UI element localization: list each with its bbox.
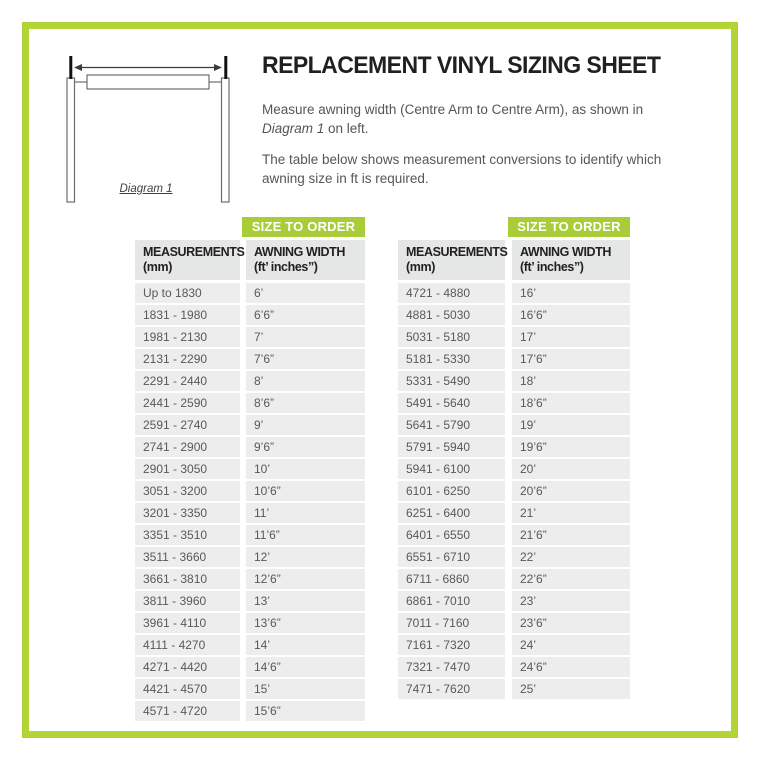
size-to-order-banner: SIZE TO ORDER [508, 217, 630, 237]
diagram-label: Diagram 1 [119, 183, 173, 195]
intro-1-line-2-rest: on left. [324, 121, 369, 136]
intro-2-line-1: The table below shows measurement conversions to identify which [262, 152, 662, 167]
measurement-mm-cell: 3511 - 3660 [135, 547, 240, 567]
arrowhead-right-icon [214, 64, 222, 71]
table-row [135, 393, 365, 413]
page-title: REPLACEMENT VINYL SIZING SHEET [262, 52, 661, 79]
measurement-mm-cell: 5331 - 5490 [398, 371, 505, 391]
measurement-mm-cell: 6861 - 7010 [398, 591, 505, 611]
table-row [135, 701, 365, 721]
measurement-mm-cell: 6101 - 6250 [398, 481, 505, 501]
awning-width-header-line2: (ft’ inches”) [520, 260, 584, 274]
table-rows-left [135, 283, 365, 721]
table-row [398, 437, 630, 457]
awning-width-cell: 12’ [246, 547, 365, 567]
table-row [398, 415, 630, 435]
awning-width-cell: 9’ [246, 415, 365, 435]
awning-width-cell: 25’ [512, 679, 630, 699]
measurement-mm-cell: 3661 - 3810 [135, 569, 240, 589]
measurement-mm-cell: 7471 - 7620 [398, 679, 505, 699]
table-row [135, 613, 365, 633]
intro-1-line-2 [262, 119, 712, 138]
awning-width-header-line1: AWNING WIDTH [254, 245, 346, 259]
awning-width-column-header [512, 240, 630, 280]
awning-width-cell: 18’ [512, 371, 630, 391]
table-rows-right [398, 283, 630, 699]
table-row [398, 613, 630, 633]
awning-width-cell: 16’6” [512, 305, 630, 325]
table-row [135, 503, 365, 523]
measurement-mm-cell: Up to 1830 [135, 283, 240, 303]
measurement-mm-cell: 2131 - 2290 [135, 349, 240, 369]
table-row [398, 679, 630, 699]
table-row [135, 371, 365, 391]
right-arm [222, 78, 230, 202]
awning-width-cell: 6’6” [246, 305, 365, 325]
awning-width-cell: 10’ [246, 459, 365, 479]
size-to-order-banner: SIZE TO ORDER [242, 217, 365, 237]
awning-width-cell: 15’ [246, 679, 365, 699]
awning-width-cell: 19’ [512, 415, 630, 435]
measurement-mm-cell: 6401 - 6550 [398, 525, 505, 545]
measurement-mm-cell: 3051 - 3200 [135, 481, 240, 501]
awning-width-cell: 9’6” [246, 437, 365, 457]
measurement-mm-cell: 4271 - 4420 [135, 657, 240, 677]
measurements-header-line1: MEASUREMENTS [406, 245, 508, 259]
awning-width-cell: 22’ [512, 547, 630, 567]
measurement-mm-cell: 2441 - 2590 [135, 393, 240, 413]
measurement-mm-cell: 3811 - 3960 [135, 591, 240, 611]
measurement-mm-cell: 2591 - 2740 [135, 415, 240, 435]
measurement-mm-cell: 1981 - 2130 [135, 327, 240, 347]
awning-width-cell: 18’6” [512, 393, 630, 413]
table-row [398, 525, 630, 545]
intro-2-line-2: awning size in ft is required. [262, 171, 429, 186]
arrowhead-left-icon [74, 64, 82, 71]
measurement-mm-cell: 5791 - 5940 [398, 437, 505, 457]
measurement-mm-cell: 7011 - 7160 [398, 613, 505, 633]
table-row [135, 635, 365, 655]
table-row [135, 415, 365, 435]
measurement-mm-cell: 3351 - 3510 [135, 525, 240, 545]
awning-width-cell: 11’6” [246, 525, 365, 545]
table-row [398, 327, 630, 347]
awning-width-cell: 20’6” [512, 481, 630, 501]
measurements-column-header [135, 240, 245, 280]
measurement-mm-cell: 7161 - 7320 [398, 635, 505, 655]
table-row [398, 635, 630, 655]
awning-width-header-line1: AWNING WIDTH [520, 245, 612, 259]
intro-paragraph-2 [262, 150, 712, 188]
awning-width-cell: 14’ [246, 635, 365, 655]
awning-width-cell: 17’6” [512, 349, 630, 369]
table-row [135, 481, 365, 501]
awning-width-cell: 21’ [512, 503, 630, 523]
intro-paragraph-1 [262, 100, 712, 138]
awning-width-cell: 15’6” [246, 701, 365, 721]
measurement-mm-cell: 6711 - 6860 [398, 569, 505, 589]
measurements-header-line2: (mm) [143, 260, 172, 274]
measurement-mm-cell: 5641 - 5790 [398, 415, 505, 435]
awning-width-cell: 8’ [246, 371, 365, 391]
measurement-mm-cell: 2901 - 3050 [135, 459, 240, 479]
measurement-mm-cell: 2741 - 2900 [135, 437, 240, 457]
table-row [398, 657, 630, 677]
awning-width-cell: 12’6” [246, 569, 365, 589]
awning-width-cell: 20’ [512, 459, 630, 479]
measurement-mm-cell: 4571 - 4720 [135, 701, 240, 721]
awning-width-cell: 14’6” [246, 657, 365, 677]
diagram-reference: Diagram 1 [262, 121, 325, 136]
table-row [398, 305, 630, 325]
table-row [398, 349, 630, 369]
awning-width-cell: 19’6” [512, 437, 630, 457]
table-row [135, 305, 365, 325]
table-row [135, 437, 365, 457]
table-row [398, 459, 630, 479]
table-row [135, 679, 365, 699]
awning-width-cell: 24’6” [512, 657, 630, 677]
awning-width-cell: 23’6” [512, 613, 630, 633]
table-header-row [135, 240, 365, 280]
measurement-mm-cell: 4881 - 5030 [398, 305, 505, 325]
table-row [398, 547, 630, 567]
size-table-left [135, 217, 365, 723]
awning-width-cell: 10’6” [246, 481, 365, 501]
table-row [398, 481, 630, 501]
awning-width-cell: 23’ [512, 591, 630, 611]
awning-width-cell: 16’ [512, 283, 630, 303]
left-arm [67, 78, 75, 202]
table-row [398, 393, 630, 413]
measurements-header-line2: (mm) [406, 260, 435, 274]
size-table-right [398, 217, 630, 701]
table-row [135, 547, 365, 567]
roller-tube [87, 75, 209, 89]
measurement-mm-cell: 4421 - 4570 [135, 679, 240, 699]
table-row [398, 371, 630, 391]
table-row [135, 459, 365, 479]
measurement-mm-cell: 2291 - 2440 [135, 371, 240, 391]
measurement-mm-cell: 5491 - 5640 [398, 393, 505, 413]
awning-width-cell: 11’ [246, 503, 365, 523]
awning-width-cell: 7’ [246, 327, 365, 347]
table-row [135, 525, 365, 545]
measurements-column-header [398, 240, 508, 280]
measurement-mm-cell: 7321 - 7470 [398, 657, 505, 677]
awning-width-cell: 21’6” [512, 525, 630, 545]
awning-width-cell: 8’6” [246, 393, 365, 413]
awning-width-column-header [246, 240, 365, 280]
measurement-mm-cell: 5941 - 6100 [398, 459, 505, 479]
measurement-mm-cell: 4721 - 4880 [398, 283, 505, 303]
table-row [398, 569, 630, 589]
measurement-mm-cell: 4111 - 4270 [135, 635, 240, 655]
intro-1-line-1: Measure awning width (Centre Arm to Centre Arm), as shown in [262, 102, 644, 117]
table-row [135, 283, 365, 303]
measurement-mm-cell: 3201 - 3350 [135, 503, 240, 523]
table-row [135, 349, 365, 369]
measurement-mm-cell: 6551 - 6710 [398, 547, 505, 567]
awning-width-cell: 22’6” [512, 569, 630, 589]
measurement-mm-cell: 3961 - 4110 [135, 613, 240, 633]
awning-width-header-line2: (ft’ inches”) [254, 260, 318, 274]
awning-width-cell: 17’ [512, 327, 630, 347]
awning-width-cell: 7’6” [246, 349, 365, 369]
table-row [135, 657, 365, 677]
awning-width-cell: 6’ [246, 283, 365, 303]
measurements-header-line1: MEASUREMENTS [143, 245, 245, 259]
table-row [135, 569, 365, 589]
measurement-mm-cell: 1831 - 1980 [135, 305, 240, 325]
awning-width-cell: 13’6” [246, 613, 365, 633]
table-row [135, 327, 365, 347]
table-row [398, 503, 630, 523]
awning-width-cell: 13’ [246, 591, 365, 611]
table-row [135, 591, 365, 611]
awning-width-cell: 24’ [512, 635, 630, 655]
table-row [398, 591, 630, 611]
table-header-row [398, 240, 630, 280]
measurement-mm-cell: 6251 - 6400 [398, 503, 505, 523]
table-row [398, 283, 630, 303]
measurement-mm-cell: 5181 - 5330 [398, 349, 505, 369]
measurement-mm-cell: 5031 - 5180 [398, 327, 505, 347]
